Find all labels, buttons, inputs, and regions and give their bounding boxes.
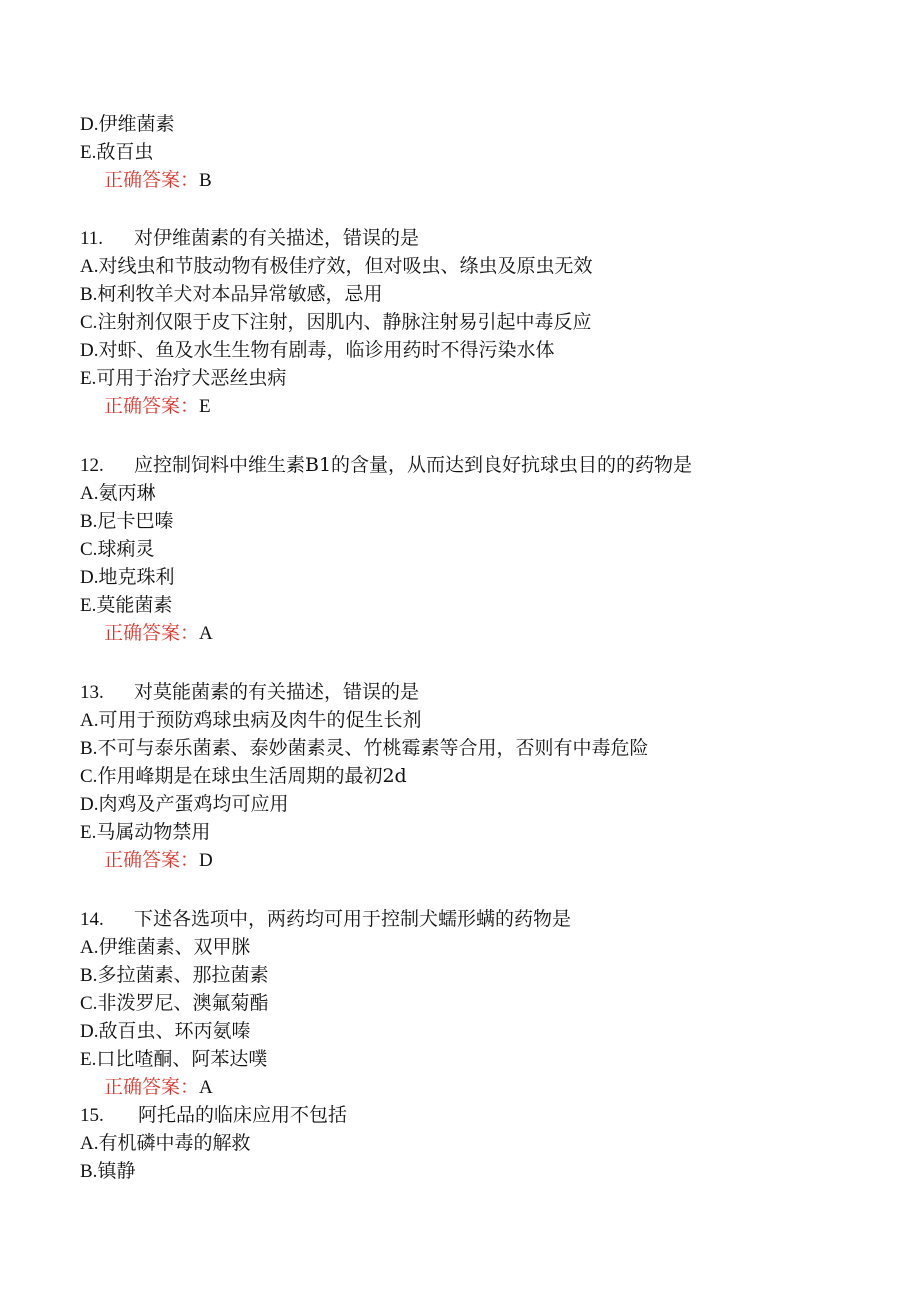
question-text: 下述各选项中，两药均可用于控制犬蠕形螨的药物是 <box>134 908 572 930</box>
option-label: B. <box>80 284 98 305</box>
option-a <box>80 706 422 734</box>
option-text: 马属动物禁用 <box>96 821 211 843</box>
question-text: 对莫能菌素的有关描述，错误的是 <box>134 681 420 703</box>
option-text: 敌百虫、环丙氨嗪 <box>98 1020 251 1042</box>
option-label: E. <box>80 822 97 843</box>
option-text: 莫能菌素 <box>96 594 173 616</box>
answer-label: 正确答案： <box>104 1076 200 1098</box>
question-text: 对伊维菌素的有关描述，错误的是 <box>134 227 420 249</box>
option-d <box>80 336 555 364</box>
option-text: 不可与泰乐菌素、泰妙菌素灵、竹桃霉素等合用，否则有中毒危险 <box>97 737 649 759</box>
option-text: 可用于预防鸡球虫病及肉牛的促生长剂 <box>98 709 422 731</box>
option-text: 注射剂仅限于皮下注射，因肌内、静脉注射易引起中毒反应 <box>97 311 592 333</box>
option-text: 敌百虫 <box>96 141 154 163</box>
option-label: E. <box>80 1049 97 1070</box>
option-label: E. <box>80 595 97 616</box>
option-text: 对虾、鱼及水生生物有剧毒，临诊用药时不得污染水体 <box>98 339 555 361</box>
option-e <box>80 1045 267 1073</box>
answer-value: A <box>199 623 213 644</box>
question-stem-15 <box>80 1101 347 1129</box>
option-label: B. <box>80 1161 98 1182</box>
option-e <box>80 138 153 166</box>
option-text: 地克珠利 <box>98 566 175 588</box>
option-text: 伊维菌素、双甲脒 <box>98 936 251 958</box>
option-label: D. <box>80 340 99 361</box>
answer-label: 正确答案： <box>104 622 200 644</box>
option-label: A. <box>80 256 99 277</box>
option-c <box>80 762 407 790</box>
option-b <box>80 961 268 989</box>
option-e <box>80 818 210 846</box>
option-b <box>80 507 173 535</box>
option-a <box>80 1129 251 1157</box>
option-label: C. <box>80 539 98 560</box>
option-text: 多拉菌素、那拉菌素 <box>97 964 269 986</box>
correct-answer <box>104 166 212 194</box>
option-label: B. <box>80 738 98 759</box>
option-d <box>80 1017 251 1045</box>
option-text: 伊维菌素 <box>98 113 175 135</box>
option-a <box>80 252 593 280</box>
option-d <box>80 110 175 138</box>
option-b <box>80 734 648 762</box>
question-text: 阿托品的临床应用不包括 <box>138 1104 348 1126</box>
option-text: 有机磷中毒的解救 <box>98 1132 251 1154</box>
option-label: E. <box>80 368 97 389</box>
question-stem-12 <box>80 451 692 479</box>
option-text: 对线虫和节肢动物有极佳疗效，但对吸虫、绦虫及原虫无效 <box>98 255 593 277</box>
option-label: A. <box>80 1133 99 1154</box>
option-c <box>80 308 591 336</box>
question-number: 14. <box>80 909 104 930</box>
question-text: 应控制饲料中维生素B1的含量，从而达到良好抗球虫目的的药物是 <box>134 454 693 476</box>
option-label: A. <box>80 937 99 958</box>
option-label: D. <box>80 114 99 135</box>
option-label: A. <box>80 483 99 504</box>
correct-answer <box>104 846 213 874</box>
answer-label: 正确答案： <box>104 849 200 871</box>
question-number: 13. <box>80 682 104 703</box>
option-text: 柯利牧羊犬对本品异常敏感，忌用 <box>97 283 383 305</box>
option-text: 作用峰期是在球虫生活周期的最初2d <box>97 765 407 787</box>
question-stem-11 <box>80 224 419 252</box>
option-text: 氨丙琳 <box>98 482 156 504</box>
option-c <box>80 989 268 1017</box>
answer-value: B <box>199 170 212 191</box>
option-label: A. <box>80 710 99 731</box>
option-b <box>80 1157 135 1185</box>
option-a <box>80 933 251 961</box>
option-text: 尼卡巴嗪 <box>97 510 174 532</box>
answer-value: D <box>199 850 213 871</box>
option-text: 非泼罗尼、澳氟菊酯 <box>97 992 269 1014</box>
option-text: 口比喳酮、阿苯达噗 <box>96 1048 268 1070</box>
option-e <box>80 364 286 392</box>
question-number: 15. <box>80 1105 104 1126</box>
option-label: E. <box>80 142 97 163</box>
question-number: 12. <box>80 455 104 476</box>
question-number: 11. <box>80 228 104 249</box>
option-text: 球痢灵 <box>97 538 155 560</box>
option-label: D. <box>80 1021 99 1042</box>
correct-answer <box>104 1073 213 1101</box>
option-d <box>80 563 175 591</box>
option-e <box>80 591 172 619</box>
answer-value: A <box>199 1077 213 1098</box>
option-c <box>80 535 154 563</box>
correct-answer <box>104 392 211 420</box>
option-label: B. <box>80 965 98 986</box>
option-label: C. <box>80 993 98 1014</box>
option-label: D. <box>80 794 99 815</box>
option-label: C. <box>80 766 98 787</box>
option-text: 肉鸡及产蛋鸡均可应用 <box>98 793 289 815</box>
option-label: B. <box>80 511 98 532</box>
option-a <box>80 479 156 507</box>
answer-label: 正确答案： <box>104 169 200 191</box>
answer-value: E <box>199 396 211 417</box>
question-stem-13 <box>80 678 419 706</box>
answer-label: 正确答案： <box>104 395 200 417</box>
option-label: C. <box>80 312 98 333</box>
option-d <box>80 790 289 818</box>
option-b <box>80 280 382 308</box>
question-stem-14 <box>80 905 571 933</box>
option-label: D. <box>80 567 99 588</box>
option-text: 镇静 <box>97 1160 136 1182</box>
option-text: 可用于治疗犬恶丝虫病 <box>96 367 287 389</box>
correct-answer <box>104 619 213 647</box>
